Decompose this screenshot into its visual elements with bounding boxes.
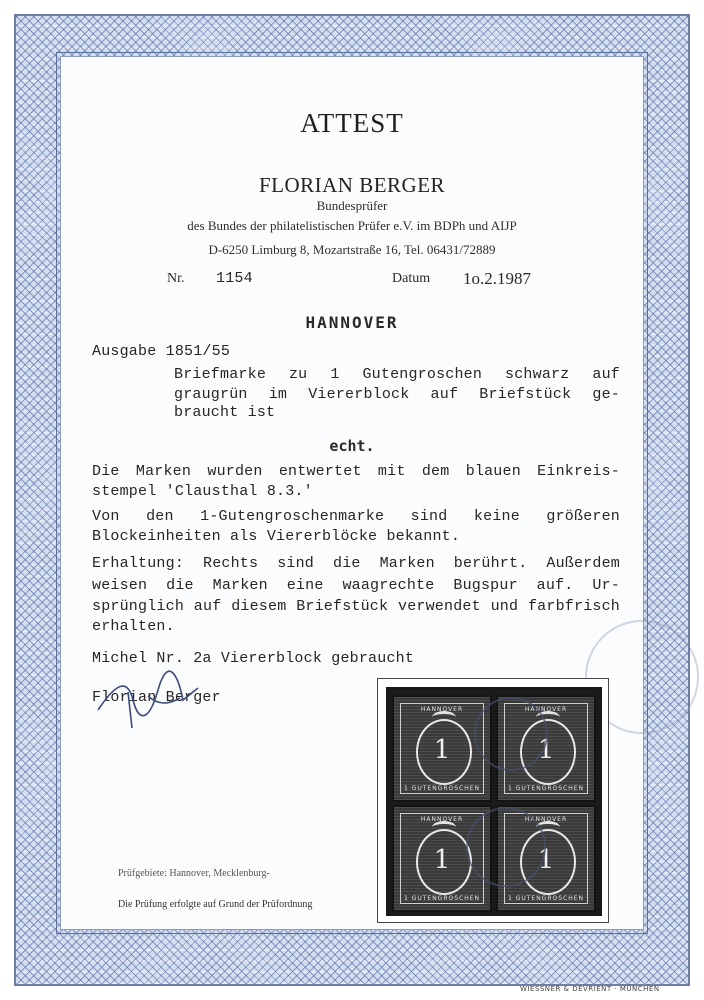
postmark-cancel-top bbox=[474, 697, 548, 771]
condition-line2: weisen die Marken eine waagrechte Bugspur auf. Ur- bbox=[92, 577, 620, 594]
date-label: Datum bbox=[392, 271, 431, 286]
stamp-bottom-text: 1 GUTENGROSCHEN bbox=[403, 785, 481, 792]
examiner-name: FLORIAN BERGER bbox=[258, 173, 446, 197]
stamp-bottom-text: 1 GUTENGROSCHEN bbox=[507, 895, 585, 902]
stamp-numeral: 1 bbox=[537, 735, 555, 765]
examiner-role: Bundesprüfer bbox=[316, 198, 388, 213]
stamp-block-piece bbox=[377, 678, 609, 923]
issue-desc-line2: graugrün im Viererblock auf Briefstück ge- bbox=[174, 386, 620, 403]
condition-line4: erhalten. bbox=[92, 618, 175, 635]
stamp-top-text: HANNOVER bbox=[524, 816, 568, 823]
verdict: echt. bbox=[329, 437, 375, 455]
paragraph-line2: stempel 'Clausthal 8.3.' bbox=[92, 483, 313, 500]
footer-expertise-areas: Prüfgebiete: Hannover, Mecklenburg- bbox=[118, 868, 270, 879]
issue-desc-line1: Briefmarke zu 1 Gutengroschen schwarz auf bbox=[174, 366, 620, 383]
stamp-top-text: HANNOVER bbox=[420, 816, 464, 823]
stamp-top-text: HANNOVER bbox=[524, 706, 568, 713]
date-value: 1o.2.1987 bbox=[463, 269, 531, 288]
number-label: Nr. bbox=[167, 271, 185, 286]
postmark-cancel-bottom bbox=[466, 807, 546, 887]
stamp-numeral: 1 bbox=[537, 845, 555, 875]
paragraph-line3: Von den 1-Gutengroschenmarke sind keine größeren bbox=[92, 508, 620, 525]
stamp-numeral: 1 bbox=[433, 845, 451, 875]
stamp-bottom-text: 1 GUTENGROSCHEN bbox=[507, 785, 585, 792]
condition-line3: sprünglich auf diesem Briefstück verwendet und farbfrisch bbox=[92, 598, 620, 615]
certificate-title: ATTEST bbox=[300, 108, 404, 138]
examiner-association: des Bundes der philatelistischen Prüfer e.V. im BDPh und AIJP bbox=[187, 218, 517, 233]
condition-line1: Erhaltung: Rechts sind die Marken berührt. Außerdem bbox=[92, 555, 620, 572]
stamp-numeral: 1 bbox=[433, 735, 451, 765]
issue-desc-line3: braucht ist bbox=[174, 404, 276, 421]
typed-signature: Florian Berger bbox=[92, 689, 221, 706]
number-value: 1154 bbox=[216, 270, 253, 287]
stamp-block-background bbox=[386, 687, 602, 916]
issue-label: Ausgabe 1851/55 bbox=[92, 343, 231, 360]
paragraph-line1: Die Marken wurden entwertet mit dem blauen Einkreis- bbox=[92, 463, 620, 480]
handwritten-signature bbox=[88, 670, 218, 730]
footer-examination-note: Die Prüfung erfolgte auf Grund der Prüfordnung bbox=[118, 899, 313, 910]
stamp-bottom-text: 1 GUTENGROSCHEN bbox=[403, 895, 481, 902]
examiner-address: D-6250 Limburg 8, Mozartstraße 16, Tel. 06431/72889 bbox=[208, 242, 496, 257]
stamp-top-text: HANNOVER bbox=[420, 706, 464, 713]
country-heading: HANNOVER bbox=[305, 313, 399, 332]
printer-imprint: WIESSNER & DEVRIENT · MÜNCHEN bbox=[520, 985, 660, 993]
paragraph-line4: Blockeinheiten als Viererblöcke bekannt. bbox=[92, 528, 461, 545]
michel-catalog-line: Michel Nr. 2a Viererblock gebraucht bbox=[92, 650, 415, 667]
